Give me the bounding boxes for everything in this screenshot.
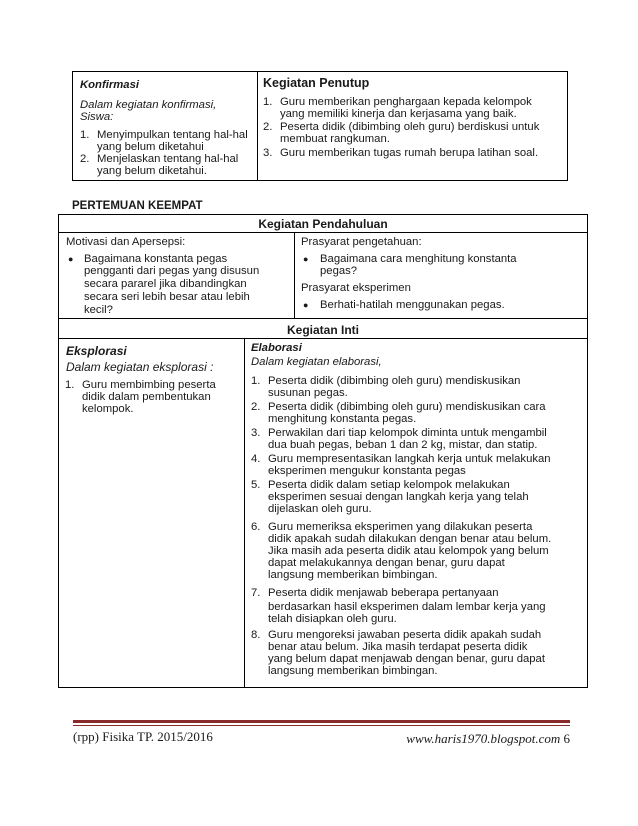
penutup-item-1-line-1: Guru memberikan penghargaan kepada kelompok	[280, 96, 532, 108]
eksplorasi-item-1-line-3: kelompok.	[82, 403, 134, 415]
prasyarat-pengetahuan-line-1: Bagaimana cara menghitung konstanta	[320, 253, 517, 265]
elaborasi-item-3-line-1: Perwakilan dari tiap kelompok diminta untuk mengambil	[268, 427, 547, 439]
elaborasi-item-3-line-2: dua buah pegas, beban 1 dan 2 kg, mistar, dan statip.	[268, 439, 538, 451]
eksplorasi-title: Eksplorasi	[66, 344, 127, 358]
pendahuluan-divider	[294, 232, 295, 318]
elaborasi-item-6-line-1: Guru memeriksa eksperimen yang dilakukan peserta	[268, 521, 533, 533]
elaborasi-item-6-line-5: langsung memberikan bimbingan.	[268, 569, 438, 581]
elaborasi-item-2-num: 2.	[251, 401, 261, 413]
penutup-title: Kegiatan Penutup	[263, 76, 370, 90]
konfirmasi-item-1-line-1: Menyimpulkan tentang hal-hal	[97, 129, 248, 141]
elaborasi-item-1-line-2: susunan pegas.	[268, 387, 348, 399]
page-number: 6	[563, 731, 570, 746]
inti-header: Kegiatan Inti	[286, 323, 359, 337]
pendahuluan-header-rule	[58, 232, 588, 233]
penutup-item-2-line-1: Peserta didik (dibimbing oleh guru) berdiskusi untuk	[280, 121, 540, 133]
pendahuluan-header: Kegiatan Pendahuluan	[258, 217, 388, 231]
bullet-icon: ●	[303, 254, 309, 264]
eksplorasi-item-1-line-2: didik dalam pembentukan	[82, 391, 211, 403]
konfirmasi-item-1-line-2: yang belum diketahui	[97, 141, 204, 153]
konfirmasi-item-2-line-2: yang belum diketahui.	[97, 165, 207, 177]
elaborasi-item-5-line-1: Peserta didik dalam setiap kelompok melakukan	[268, 479, 510, 491]
elaborasi-item-2-line-1: Peserta didik (dibimbing oleh guru) mendiskusikan cara	[268, 401, 546, 413]
footer-url[interactable]: www.haris1970.blogspot.com	[406, 731, 561, 746]
elaborasi-item-6-line-3: Jika masih ada peserta didik atau kelompok yang belum	[268, 545, 549, 557]
inti-divider	[244, 338, 245, 688]
footer-right	[400, 731, 570, 747]
motivasi-line-5: kecil?	[84, 304, 113, 316]
elaborasi-item-8-line-3: yang belum dapat menjawab dengan benar, guru dapat	[268, 653, 545, 665]
elaborasi-item-8-line-2: benar atau belum. Jika masih terdapat peserta didik	[268, 641, 528, 653]
penutup-item-2-line-2: membuat rangkuman.	[280, 133, 390, 145]
elaborasi-item-6-line-4: dapat melakukannya dengan benar, guru dapat	[268, 557, 505, 569]
elaborasi-item-4-line-1: Guru mempresentasikan langkah kerja untuk melakukan	[268, 453, 551, 465]
inti-header-rule	[58, 338, 588, 339]
penutup-item-1-num: 1.	[263, 96, 273, 108]
bullet-icon: ●	[303, 300, 309, 310]
eksplorasi-item-1-num: 1.	[65, 379, 75, 391]
penutup-item-3-line-1: Guru memberikan tugas rumah berupa latihan soal.	[280, 147, 539, 159]
elaborasi-item-5-line-2: eksperimen sesuai dengan langkah kerja yang telah	[268, 491, 529, 503]
penutup-item-3-num: 3.	[263, 147, 273, 159]
penutup-item-1-line-2: yang memiliki kinerja dan kerjasama yang baik.	[280, 108, 517, 120]
elaborasi-item-2-line-2: menghitung konstanta pegas.	[268, 413, 417, 425]
top-table-divider	[257, 71, 258, 181]
elaborasi-item-5-num: 5.	[251, 479, 261, 491]
elaborasi-item-1-num: 1.	[251, 375, 261, 387]
elaborasi-item-6-num: 6.	[251, 521, 261, 533]
elaborasi-item-7-num: 7.	[251, 587, 261, 599]
section-title: PERTEMUAN KEEMPAT	[72, 200, 203, 212]
konfirmasi-item-2-line-1: Menjelaskan tentang hal-hal	[97, 153, 239, 165]
motivasi-line-4: secara seri lebih besar atau lebih	[84, 291, 250, 303]
bullet-icon: ●	[68, 254, 74, 264]
prasyarat-pengetahuan-title: Prasyarat pengetahuan:	[301, 236, 422, 248]
eksplorasi-item-1-line-1: Guru membimbing peserta	[82, 379, 216, 391]
eksplorasi-subtitle: Dalam kegiatan eksplorasi :	[66, 360, 214, 374]
konfirmasi-item-1-num: 1.	[80, 129, 90, 141]
elaborasi-item-3-num: 3.	[251, 427, 261, 439]
footer-left-text: (rpp) Fisika TP. 2015/2016	[73, 729, 213, 744]
konfirmasi-subtitle-1: Dalam kegiatan konfirmasi,	[80, 99, 217, 111]
motivasi-title: Motivasi dan Apersepsi:	[66, 236, 186, 248]
prasyarat-eksperimen-line-1: Berhati-hatilah menggunakan pegas.	[320, 299, 505, 311]
konfirmasi-subtitle-2: Siswa:	[80, 111, 114, 123]
elaborasi-item-4-num: 4.	[251, 453, 261, 465]
elaborasi-item-8-line-1: Guru mengoreksi jawaban peserta didik apakah sudah	[268, 629, 542, 641]
elaborasi-item-4-line-2: eksperimen mengukur konstanta pegas	[268, 465, 466, 477]
prasyarat-eksperimen-title: Prasyarat eksperimen	[301, 282, 411, 294]
elaborasi-item-1-line-1: Peserta didik (dibimbing oleh guru) mendiskusikan	[268, 375, 521, 387]
footer-rule-thin	[73, 725, 570, 726]
elaborasi-item-5-line-3: dijelaskan oleh guru.	[268, 503, 372, 515]
footer-rule-thick	[73, 720, 570, 723]
inti-top-rule	[58, 318, 588, 319]
prasyarat-pengetahuan-line-2: pegas?	[320, 265, 358, 277]
elaborasi-item-7-line-3: telah disiapkan oleh guru.	[268, 613, 397, 625]
konfirmasi-item-2-num: 2.	[80, 153, 90, 165]
elaborasi-item-7-line-2: berdasarkan hasil eksperimen dalam lembar kerja yang	[268, 601, 546, 613]
konfirmasi-title: Konfirmasi	[80, 79, 140, 91]
elaborasi-item-8-num: 8.	[251, 629, 261, 641]
elaborasi-title: Elaborasi	[251, 342, 302, 354]
penutup-item-2-num: 2.	[263, 121, 273, 133]
motivasi-line-3: secara pararel jika dibandingkan	[84, 278, 247, 290]
elaborasi-item-8-line-4: langsung memberikan bimbingan.	[268, 665, 438, 677]
elaborasi-subtitle: Dalam kegiatan elaborasi,	[251, 356, 382, 368]
motivasi-line-2: pengganti dari pegas yang disusun	[84, 265, 260, 277]
elaborasi-item-6-line-2: didik apakah sudah dilakukan dengan benar atau belum.	[268, 533, 552, 545]
elaborasi-item-7-line-1: Peserta didik menjawab beberapa pertanyaan	[268, 587, 499, 599]
motivasi-line-1: Bagaimana konstanta pegas	[84, 253, 228, 265]
